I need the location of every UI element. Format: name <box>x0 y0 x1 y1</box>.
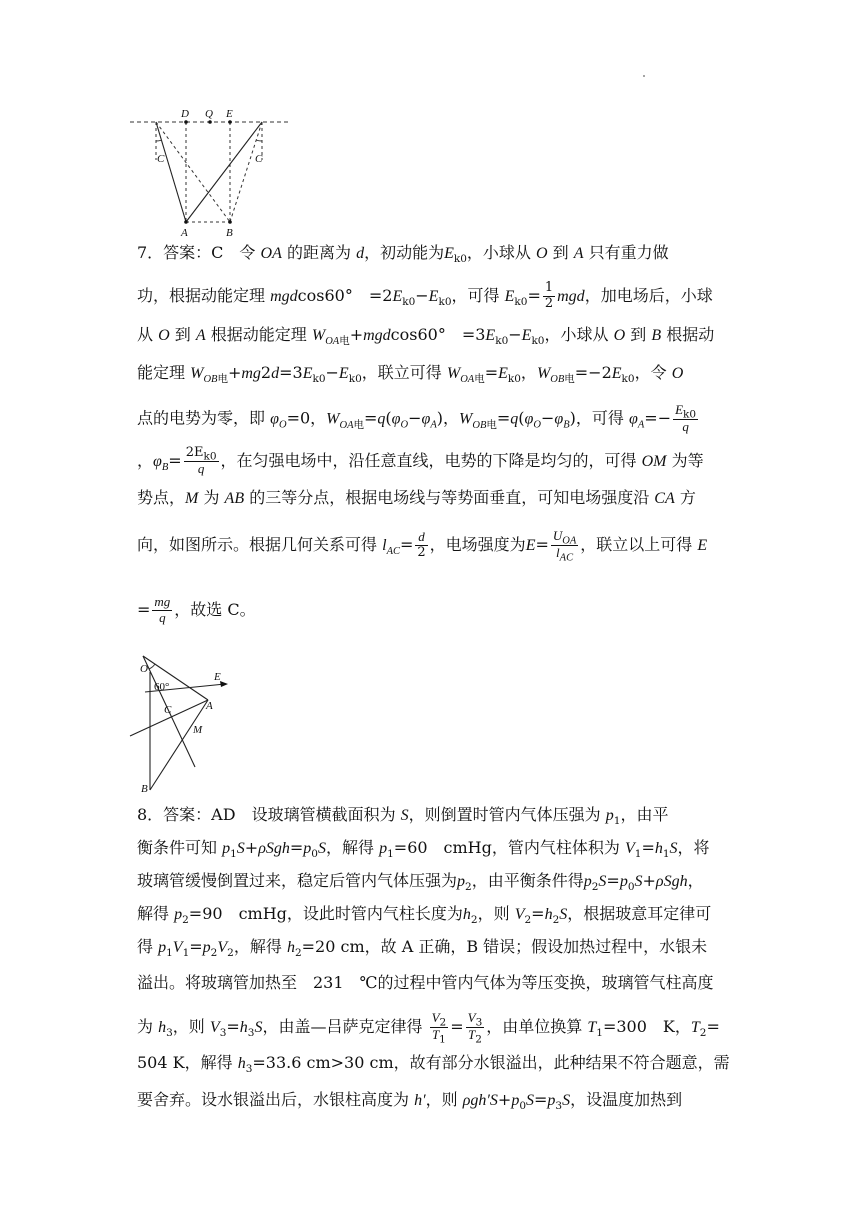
fig2-label-C: C <box>164 704 172 716</box>
fig2-label-B: B <box>141 783 148 795</box>
q7-line-8: 向，如图所示。根据几何关系可得 $l_{AC}=$ $\frac{d}{2}$ ，电场强度为E= $\frac{U_{OA}}{l_{AC}}$ ，联立以上可得 E <box>137 528 708 564</box>
fig1-label-D: D <box>181 108 189 120</box>
figure-1-diagram <box>128 105 293 240</box>
q8-line-7: 为 $h_3$，则 $V_3=h_3S$，由盖—吕萨克定律得 $\frac{V_2}{T_1}$ = $\frac{V_3}{T_2}$ ，由单位换算 $T_1=300$ K，$T_2=$ <box>137 1010 720 1046</box>
fraction-d-over-2: $\frac{d}{2}$ <box>417 529 426 560</box>
q7-line-7: 势点，M 为 AB 的三等分点，根据电场线与等势面垂直，可知电场强度沿 CA 方 <box>137 488 696 507</box>
q8-line-5: 得 $p_1V_1=p_2V_2$，解得 $h_2=20$ cm，故 A 正确，B 错误；假设加热过程中，水银未 <box>137 937 708 960</box>
q8-line-3: 玻璃管缓慢倒置过来，稳定后管内气体压强为$p_2$，由平衡条件得$p_2S=p_0S+\rho Sgh$， <box>137 871 704 894</box>
fig2-label-A: A <box>206 700 213 712</box>
fig2-label-angle: 60° <box>154 681 170 693</box>
fig1-label-C-right: C <box>255 153 263 165</box>
q8-line-6: 溢出。将玻璃管加热至 231 ℃的过程中管内气体为等压变换，玻璃管气柱高度 <box>137 973 714 992</box>
q8-line-8: 504 K，解得 $h_3=33.6$ cm>30 cm，故有部分水银溢出，此种结果不符合题意，需 <box>137 1053 730 1076</box>
q7-line-3: 从 O 到 A 根据动能定理 $W_{OA电}+mgdcos60^\circ$ $=3E_{k0}-E_{k0}$，小球从 O 到 B 根据动 <box>137 325 715 348</box>
q7-line-1: 7．答案：C 令 OA 的距离为 d，初动能为$E_{k0}$，小球从 O 到 A 只有重力做 <box>137 243 669 266</box>
fig2-label-E: E <box>214 671 221 683</box>
fig1-label-C-left: C <box>157 153 165 165</box>
q8-line-4: 解得 $p_2=90$ cmHg，设此时管内气柱长度为$h_2$，则 $V_2=h_2S$，根据玻意耳定律可 <box>137 904 712 927</box>
fraction-2ek0-over-q: $\frac{2E_{k0}}{q}$ <box>185 445 217 476</box>
fraction-uoa-over-lac: $\frac{U_{OA}}{l_{AC}}$ <box>552 528 577 564</box>
fraction-one-half: $\frac{1}{2}$ <box>544 280 554 311</box>
fraction-mg-over-q: $\frac{mg}{q}$ <box>154 594 171 625</box>
q7-line-9: = $\frac{mg}{q}$ ，故选 C。 <box>137 594 256 625</box>
fraction-v2-over-t1: $\frac{V_2}{T_1}$ <box>431 1010 447 1046</box>
fig2-label-M: M <box>193 724 203 736</box>
q8-line-2: 衡条件可知 $p_1S+\rho Sgh=p_0S$，解得 $p_1=60$ cmHg，管内气柱体积为 $V_1=h_1S$，将 <box>137 838 710 861</box>
fig2-label-O: O <box>140 663 148 675</box>
fig1-label-E: E <box>226 108 233 120</box>
q7-line-5: 点的电势为零，即 $\varphi_O=0$，$W_{OA电}=q(\varphi_O-\varphi_A)$，$W_{OB电}=q(\varphi_O-\varphi_B)$，可得 $\varphi_A=-$ $\frac{E_{k0}}{q}$ <box>137 402 697 434</box>
q8-line-9: 要舍弃。设水银溢出后，水银柱高度为 h′，则 $\rho gh'S+p_0S=p_3S$，设温度加热到 <box>137 1090 683 1113</box>
q7-line-6: ，$\varphi_B=$ $\frac{2E_{k0}}{q}$ ，在匀强电场中，沿任意直线，电势的下降是均匀的，可得 OM 为等 <box>137 445 704 476</box>
fig1-label-B: B <box>226 227 233 239</box>
figure-2-diagram <box>128 650 240 798</box>
q7-line-4: 能定理 $W_{OB电}+mg2d=3E_{k0}-E_{k0}$，联立可得 $W_{OA电}=E_{k0}$，$W_{OB电}=-2E_{k0}$，令 O <box>137 363 684 386</box>
fraction-v3-over-t2: $\frac{V_3}{T_2}$ <box>467 1010 483 1046</box>
q7-line-2: 功，根据动能定理 mgdcos60° $=2E_{k0}-E_{k0}$，可得 $E_{k0}=$ $\frac{1}{2}$ mgd，加电场后，小球 <box>137 280 713 311</box>
scan-dot <box>643 75 645 77</box>
fraction-ek0-over-q: $\frac{E_{k0}}{q}$ <box>675 402 697 434</box>
fig1-label-A: A <box>181 227 188 239</box>
fig1-label-Q: Q <box>205 108 213 120</box>
q8-line-1: 8．答案：AD 设玻璃管横截面积为 S，则倒置时管内气体压强为 $p_1$，由平 <box>137 805 669 828</box>
